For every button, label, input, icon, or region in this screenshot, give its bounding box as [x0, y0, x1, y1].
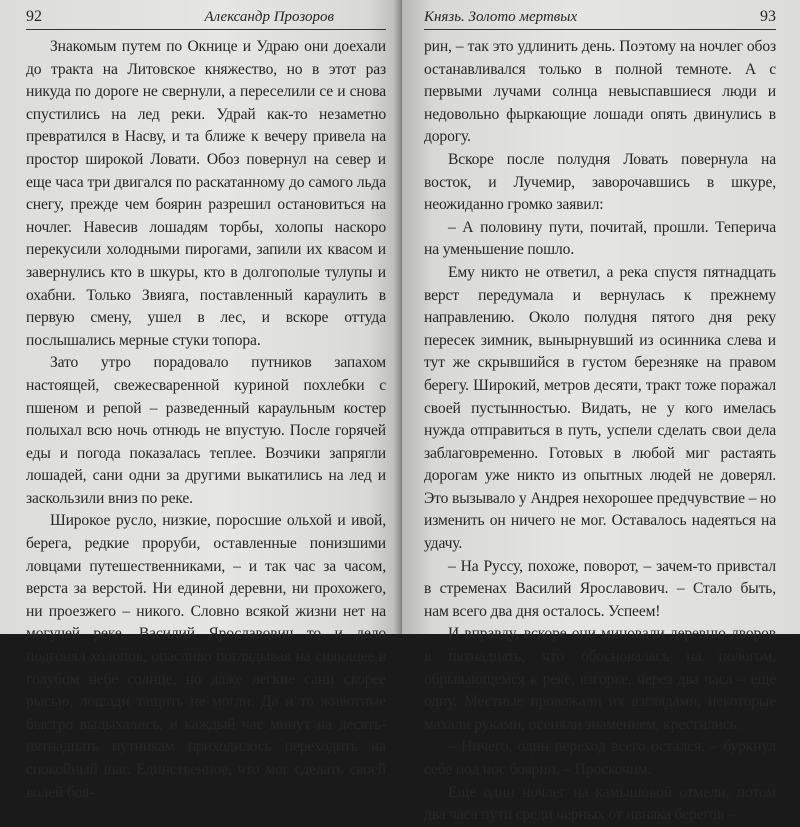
right-paragraph: – А половину пути, почитай, прошли. Теперича на уменьшение пошло.	[424, 218, 776, 259]
left-paragraph: Зато утро порадовало путников запахом настоящей, свежесваренной куриной похлебки с пшеном и репой – разведенный караульным костер полыхал всю ночь отнюдь не впустую. После горячей еды и погода показалась теплее. Возчики запрягли лошадей, сани одни за другими выкатились на лед и заскользили вниз по реке.	[26, 354, 386, 507]
left-paragraph: Широкое русло, низкие, поросшие ольхой и ивой, берега, редкие проруби, оставленные понизшими ловцами путешественниками, – и так час за часом, верста за верстой. Ни единой деревни, ни прохожего, ни проезжего – никого. Словно всякой жизни нет на могучей реке. Василий Ярославович то и дело подгонял холопов, опасливо поглядывая на сияющее в голубом небе солнце, но даже легкие сани скорее рысью, лошади тащить не могли. Да и то животные быстро выдыхались, и каждый час минут на десять-пятнадцать путникам приходилось переходить на спокойный шаг. Единственное, что мог сделать своей волей боя-	[26, 512, 386, 801]
right-paragraph: – На Руссу, похоже, поворот, – зачем-то привстал в стременах Василий Ярославович. – Стало быть, нам всего два дня осталось. Успеем!	[424, 557, 776, 620]
left-page-header	[26, 8, 386, 30]
right-paragraph: Вскоре после полудня Ловать повернула на восток, и Лучемир, заворочавшись в шкуре, неожиданно громко заявил:	[424, 150, 776, 214]
right-running-head: Князь. Золото мертвых	[424, 9, 578, 25]
right-paragraph: – Ничего, один переход всего остался, – буркнул себе под нос боярин. – Проскочим.	[424, 738, 776, 778]
right-paragraph: Еще один ночлег на камышовой отмели, потом два часа пути среди черных от ивняка берегов –	[424, 783, 776, 824]
right-paragraph: Ему никто не ответил, а река спустя пятнадцать верст передумала и вернулась к прежнему направлению. Около полудня пятого дня реку пересек зимник, вынырнувший из осинника слева и тут же скрывшийся в густом березняке на правом берегу. Широкий, метров десяти, тракт тоже поражал своей пустынностью. Видать, не у кого имелась нужда отправиться в путь, успели сделать свои дела заблаговременно. Готовых в любой миг растаять дорогам уже никто из опытных людей не доверял. Это вызывало у Андрея нехорошее предчувствие – но изменить он ничего не мог. Оставалось надеяться на удачу.	[424, 263, 776, 553]
right-paragraph: И вправду, вскоре они миновали деревню дворов в пятнадцать, что обосновалась на пологом, обрывающемся к реке, взгорке, через два часа – еще одну. Местные провожали их взглядами, некоторые махали руками, осеняли знамением, крестились.	[424, 625, 776, 733]
right-page-header	[424, 8, 776, 30]
right-page	[402, 0, 800, 824]
left-running-head: Александр Прозоров	[204, 9, 334, 25]
right-page-number: 93	[760, 8, 776, 25]
left-page-body	[26, 36, 386, 804]
left-page-number: 92	[26, 8, 42, 25]
left-paragraph: Знакомым путем по Окнице и Удраю они доехали до тракта на Литовское княжество, но в этот раз никуда по дороге не свернули, а переселили се и снова спустились на лед реки. Удрай как-то незаметно превратился в Насву, и та ближе к вечеру привела на простор широкой Ловати. Обоз повернул на север и еще часа три двигался по раскатанному до самого льда снегу, прежде чем боярин разрешил остановиться на ночлег. Навесив лошадям торбы, холопы наскоро перекусили холодными пирогами, запили их квасом и завернулись кто в шкуры, кто в долгополые тулупы и охабни. Только Звияга, поставленный караулить в первую смену, ушел в лес, и вскоре оттуда послышались мерные стуки топора.	[26, 38, 386, 349]
right-paragraph: рин, – так это удлинить день. Поэтому на ночлег обоз останавливался только в полной темноте. А с первыми лучами солнца невыспавшиеся люди и недовольно фыркающие лошади опять двинулись в дорогу.	[424, 38, 776, 146]
right-page-body	[424, 36, 776, 827]
left-page	[0, 0, 400, 801]
